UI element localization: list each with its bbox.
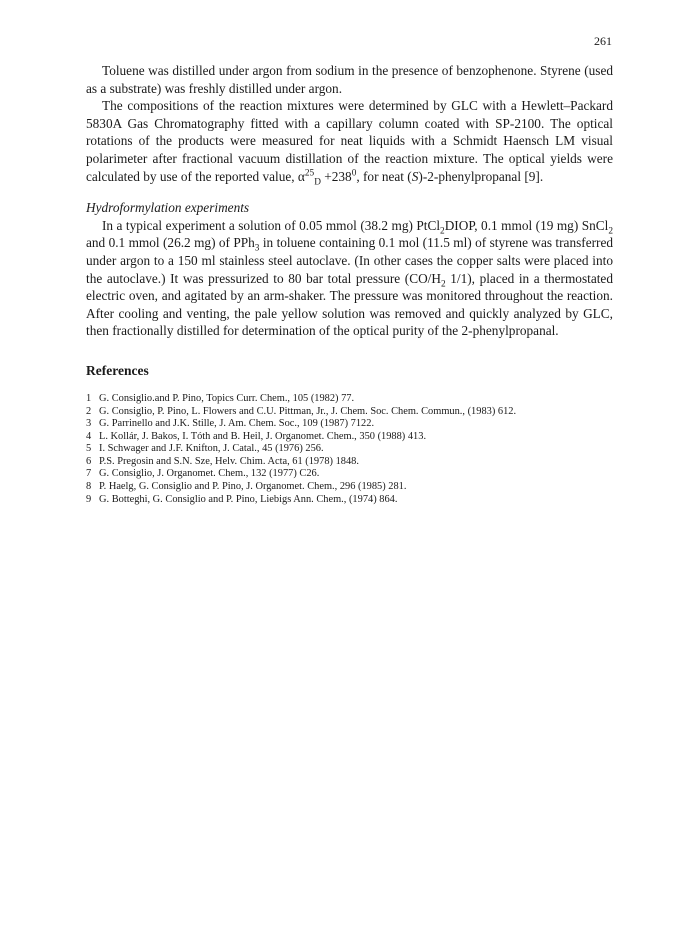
reference-item: [86, 406, 613, 419]
reference-text: I. Schwager and J.F. Knifton, J. Catal., 45 (1976) 256.: [99, 443, 324, 455]
reference-number: 9: [86, 493, 92, 505]
reference-text: G. Parrinello and J.K. Stille, J. Am. Chem. Soc., 109 (1987) 7122.: [99, 418, 375, 430]
paragraph-analysis: [86, 97, 613, 188]
reference-item: [86, 481, 613, 494]
reference-text: P. Haelg, G. Consiglio and P. Pino, J. Organomet. Chem., 296 (1985) 281.: [99, 481, 407, 493]
reference-number: 5: [86, 443, 92, 455]
reference-number: 8: [86, 481, 92, 493]
hydro-text-2: DIOP, 0.1 mmol (19 mg) SnCl: [444, 217, 609, 233]
analysis-text-mid: , for neat (: [356, 168, 412, 184]
reference-number: 6: [86, 455, 92, 467]
reference-text: G. Consiglio, J. Organomet. Chem., 132 (1977) C26.: [99, 468, 320, 480]
subscript-ptcl2: 2: [440, 226, 445, 237]
subscript-sncl2: 2: [608, 226, 613, 237]
page-body: [86, 62, 613, 506]
hydro-text-1: In a typical experiment a solution of 0.05 mmol (38.2 mg) PtCl: [102, 217, 441, 233]
hydro-text-3: and 0.1 mmol (26.2 mg) of PPh: [86, 235, 255, 251]
references-list: [86, 393, 613, 506]
rotation-value: +238: [320, 168, 352, 184]
paragraph-hydroformylation: [86, 217, 613, 340]
degree-superscript: 0: [351, 168, 357, 179]
reference-text: P.S. Pregosin and S.N. Sze, Helv. Chim. Acta, 61 (1978) 1848.: [99, 455, 359, 467]
reference-item: [86, 431, 613, 444]
reference-text: L. Kollár, J. Bakos, I. Tóth and B. Heil, J. Organomet. Chem., 350 (1988) 413.: [99, 430, 427, 442]
reference-item: [86, 418, 613, 431]
references-heading: References: [86, 362, 149, 378]
analysis-text: The compositions of the reaction mixtures were determined by GLC with a Hewlett–Packard 5830A Gas Chromatography fitted with a capillary column coated with SP-2100. The optical rotations of the products were measured for neat liquids with a Schmidt Haensch LM visual polarimeter after fractional vacuum distillation of the reaction mixture. The optical yields were calculated by use of the reported value, α: [86, 98, 613, 184]
reference-text: G. Consiglio.and P. Pino, Topics Curr. Chem., 105 (1982) 77.: [99, 392, 355, 404]
hydro-text-5: 1/1), placed in a thermostated electric oven, and agitated by an arm-shaker. The pressure was monitored throughout the reaction. After cooling and venting, the pale yellow solution was removed and quickly analyzed by GLC, then fractionally distilled for determination of the optical purity of the 2-phenylpropanal.: [86, 270, 613, 339]
subscript-pph3: 3: [254, 244, 260, 254]
reference-item: [86, 494, 613, 507]
reference-number: 2: [86, 405, 92, 417]
paragraph-solvents: Toluene was distilled under argon from sodium in the presence of benzophenone. Styrene (used as a substrate) was freshly distilled under argon.: [86, 63, 613, 96]
subscript-h2: 2: [440, 279, 446, 290]
sodium-d-subscript: D: [314, 177, 321, 188]
reference-number: 7: [86, 468, 92, 480]
reference-number: 4: [86, 430, 92, 442]
reference-number: 3: [86, 418, 92, 430]
reference-number: 1: [86, 392, 92, 404]
temperature-superscript: 25: [304, 168, 315, 179]
hydro-text-4: in toluene containing 0.1 mol (11.5 ml) of styrene was transferred under argon to a 150 ml stainless steel autoclave. (In other cases the copper salts were placed into the autoclave.) It was pressurized to 80 bar total pressure (CO/H: [86, 235, 613, 286]
reference-text: G. Consiglio, P. Pino, L. Flowers and C.U. Pittman, Jr., J. Chem. Soc. Chem. Commun., (1983) 612.: [99, 405, 517, 417]
reference-item: [86, 443, 613, 456]
reference-item: [86, 393, 613, 406]
reference-item: [86, 456, 613, 469]
section-title-hydroformylation: Hydroformylation experiments: [86, 200, 250, 216]
analysis-text-end: )-2-phenylpropanal [9].: [418, 168, 544, 184]
page-number: 261: [594, 34, 612, 48]
reference-text: G. Botteghi, G. Consiglio and P. Pino, Liebigs Ann. Chem., (1974) 864.: [99, 493, 398, 505]
reference-item: [86, 468, 613, 481]
stereo-descriptor: S: [411, 168, 419, 184]
